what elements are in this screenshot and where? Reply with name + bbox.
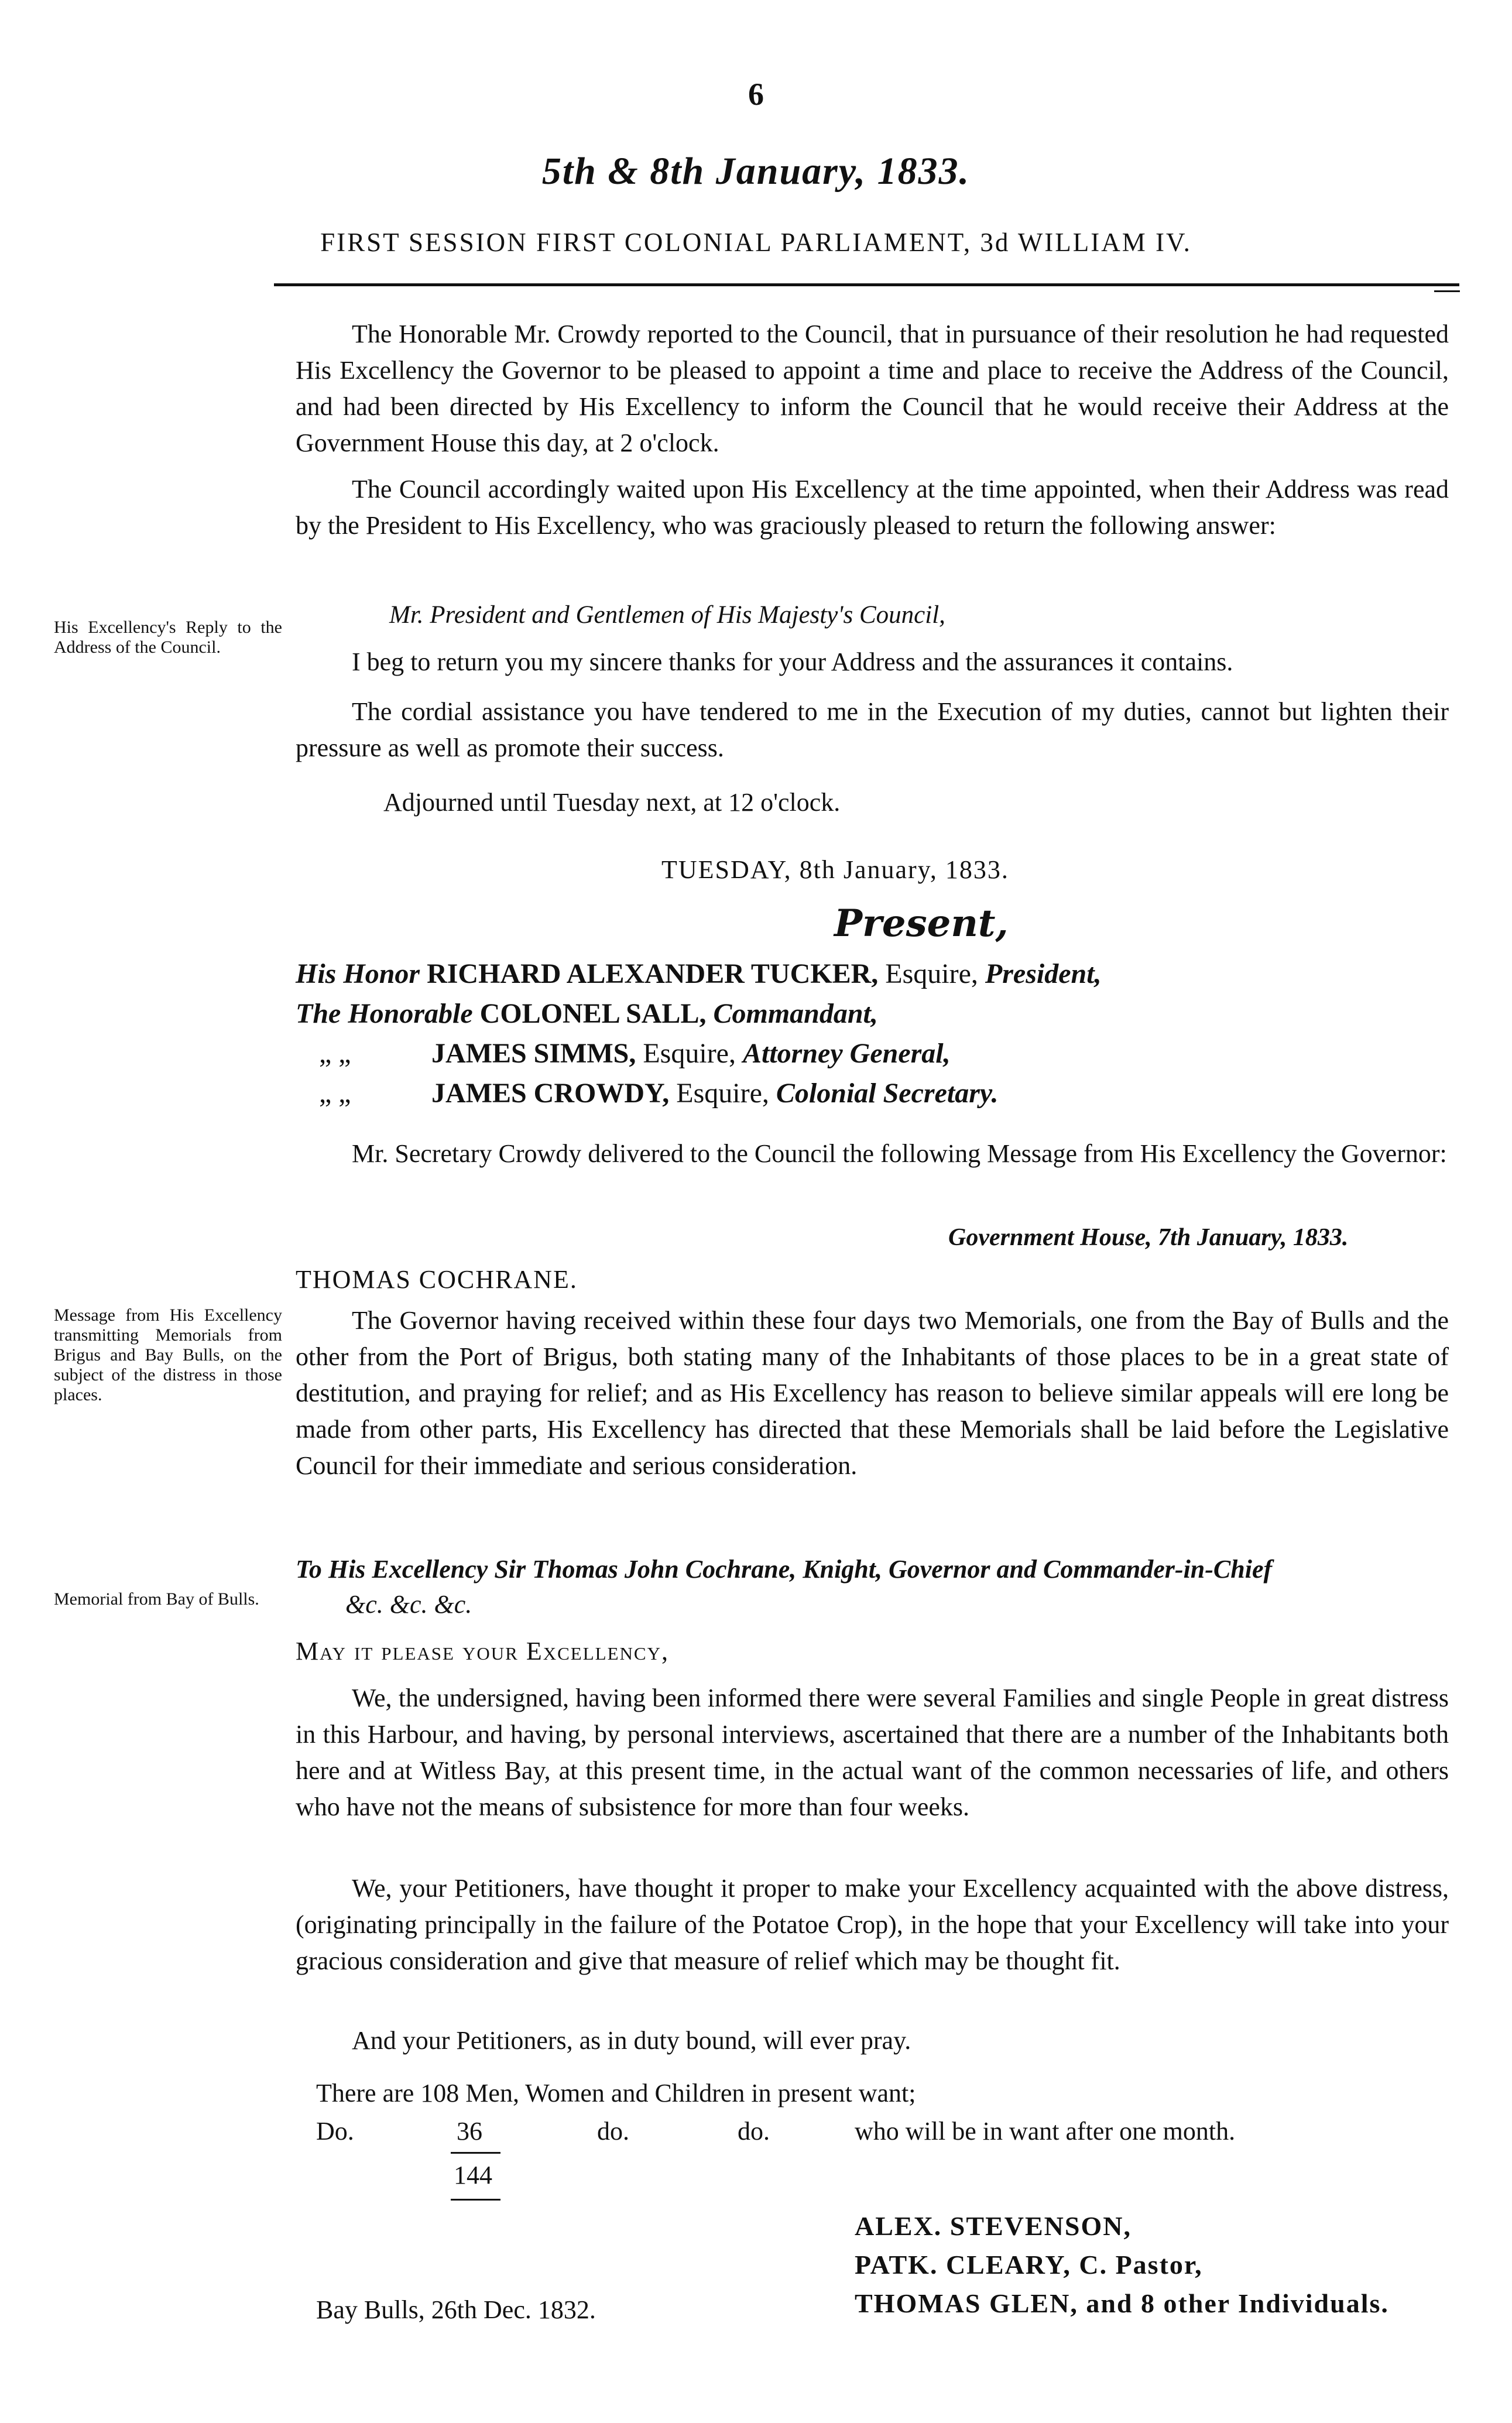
present-list bbox=[296, 954, 1102, 1113]
margin-note-memorial: Memorial from Bay of Bulls. bbox=[54, 1589, 259, 1609]
signatory: THOMAS GLEN, and 8 other Individuals. bbox=[855, 2288, 1389, 2318]
reply-salutation: Mr. President and Gentlemen of His Majesty's Council, bbox=[389, 601, 945, 629]
page-number: 6 bbox=[748, 77, 764, 112]
present-member: The Honorable COLONEL SALL, Commandant, bbox=[296, 998, 878, 1029]
total-count: 144 bbox=[454, 2161, 492, 2189]
message-intro: Mr. Secretary Crowdy delivered to the Council the following Message from His Excellency the Governor: bbox=[352, 1139, 1447, 1168]
present-member: „ „ JAMES SIMMS, Esquire, Attorney General, bbox=[319, 1038, 951, 1069]
message-body: The Governor having received within these four days two Memorials, one from the Bay of Bulls and the other from the Port of Brigus, both stating many of the Inhabitants of those places to be in a great state of destitution, and praying for relief; and as His Excellency has reason to believe similar appeals will ere long be made from other parts, His Excellency has directed that these Memorials shall be laid before the Legislative Council for their immediate and serious consideration. bbox=[296, 1306, 1449, 1480]
reply-thanks: I beg to return you my sincere thanks for your Address and the assurances it contains. bbox=[352, 647, 1233, 676]
may-it-please: May it please your Excellency, bbox=[296, 1637, 669, 1665]
signatories bbox=[855, 2207, 1389, 2323]
memorial-paragraph-2: We, your Petitioners, have thought it proper to make your Excellency acquainted with the above distress, (originating principally in the failure of the Potatoe Crop), in the hope that your Excellency will take into your gracious consideration and give that measure of relief which may be thought fit. bbox=[296, 1874, 1449, 1975]
memorial-paragraph-3: And your Petitioners, as in duty bound, will ever pray. bbox=[352, 2026, 911, 2055]
date-title: 5th & 8th January, 1833. bbox=[541, 150, 971, 193]
place-date: Bay Bulls, 26th Dec. 1832. bbox=[316, 2295, 596, 2324]
total-rule-bottom bbox=[451, 2199, 500, 2201]
present-member: His Honor RICHARD ALEXANDER TUCKER, Esquire, President, bbox=[296, 958, 1102, 989]
memorial-paragraph-1: We, the undersigned, having been informed there were several Families and single People in great distress in this Harbour, and having, by personal interviews, ascertained that there are a number of the Inhabitants both here and at Witless Bay, at this present time, in the actual want of the common necessaries of life, and others who have not the means of subsistence for more than four weeks. bbox=[296, 1684, 1449, 1821]
margin-note-message: Message from His Excellency transmitting Memorials from Brigus and Bay Bulls, on the subject of the distress in those places. bbox=[54, 1305, 282, 1404]
header-rule-end bbox=[1434, 290, 1460, 292]
session-header: FIRST SESSION FIRST COLONIAL PARLIAMENT, 3d WILLIAM IV. bbox=[320, 228, 1192, 257]
total-rule-top bbox=[451, 2152, 500, 2154]
adjourned-line: Adjourned until Tuesday next, at 12 o'clock. bbox=[383, 788, 841, 817]
to-his-excellency: To His Excellency Sir Thomas John Cochrane, Knight, Governor and Commander-in-Chief bbox=[296, 1555, 1273, 1584]
paragraph-crowdy-report: The Honorable Mr. Crowdy reported to the Council, that in pursuance of their resolution he had requested His Excellency the Governor to be pleased to appoint a time and place to receive the Address of the Council, and had been directed by His Excellency to inform the Council that he would receive their Address at the Government House this day, at 2 o'clock. bbox=[296, 320, 1449, 457]
government-house-line: Government House, 7th January, 1833. bbox=[948, 1224, 1349, 1251]
thomas-cochrane: THOMAS COCHRANE. bbox=[296, 1265, 578, 1294]
signatory: PATK. CLEARY, C. Pastor, bbox=[855, 2250, 1203, 2280]
paragraph-council-waited: The Council accordingly waited upon His Excellency at the time appointed, when their Address was read by the President to His Excellency, who was graciously pleased to return the following answer: bbox=[296, 475, 1449, 540]
tuesday-heading: TUESDAY, 8th January, 1833. bbox=[661, 855, 1009, 884]
signatory: ALEX. STEVENSON, bbox=[855, 2211, 1132, 2241]
reply-assistance: The cordial assistance you have tendered to me in the Execution of my duties, cannot but lighten their pressure as well as promote their success. bbox=[296, 697, 1449, 762]
margin-note-reply: His Excellency's Reply to the Address of the Council. bbox=[54, 618, 282, 657]
present-heading: Present, bbox=[834, 902, 1009, 945]
etc-line: &c. &c. &c. bbox=[345, 1590, 472, 1619]
present-member: „ „ JAMES CROWDY, Esquire, Colonial Secretary. bbox=[319, 1078, 999, 1109]
want-line-1: There are 108 Men, Women and Children in present want; bbox=[316, 2079, 916, 2107]
header-rule bbox=[274, 283, 1459, 286]
